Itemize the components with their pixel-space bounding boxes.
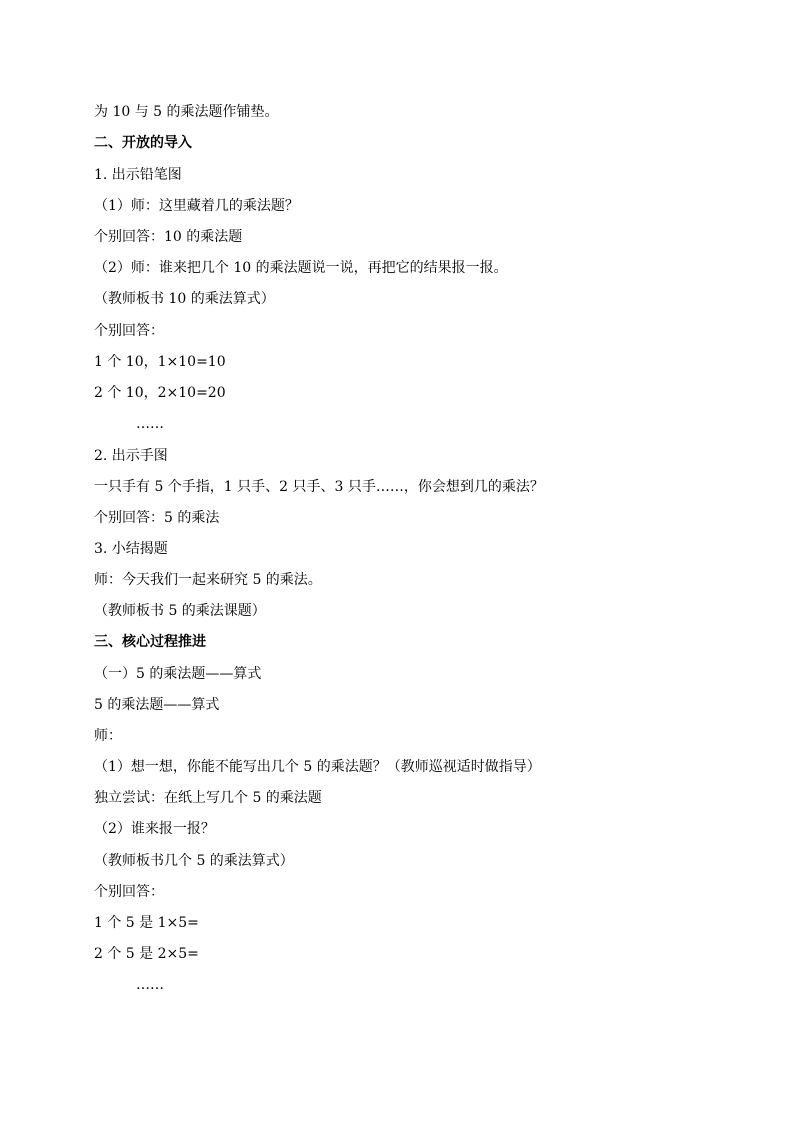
text-line: 5 的乘法题——算式 [94,697,220,713]
text-line: （2）谁来报一报？ [94,821,215,837]
ellipsis-line: …… [136,416,164,432]
text-line: 1. 出示铅笔图 [94,167,182,183]
text-line: 师： [94,728,122,744]
text-line: （2）师：谁来把几个 10 的乘法题说一说，再把它的结果报一报。 [94,260,508,276]
text-line: 个别回答：5 的乘法 [94,510,220,526]
text-line: 2 个 5 是 2×5= [94,946,199,962]
text-line: 1 个 10，1×10=10 [94,354,226,370]
text-line: （教师板书几个 5 的乘法算式） [94,853,294,869]
text-line: （1）想一想，你能不能写出几个 5 的乘法题？（教师巡视适时做指导） [94,759,541,775]
text-line: （教师板书 5 的乘法课题） [94,603,266,619]
text-line: 师：今天我们一起来研究 5 的乘法。 [94,572,322,588]
text-line: 一只手有 5 个手指，1 只手、2 只手、3 只手……，你会想到几的乘法？ [94,479,544,495]
text-line: 2 个 10，2×10=20 [94,385,226,401]
section-heading: 三、核心过程推进 [94,634,206,650]
text-line: （教师板书 10 的乘法算式） [94,291,275,307]
text-line: 2. 出示手图 [94,448,168,464]
text-line: 1 个 5 是 1×5= [94,915,199,931]
ellipsis-line: …… [136,977,164,993]
text-line: 个别回答： [94,884,164,900]
text-line: 个别回答：10 的乘法题 [94,229,243,245]
text-line: 为 10 与 5 的乘法题作铺垫。 [94,104,279,120]
text-line: （1）师：这里藏着几的乘法题？ [94,198,299,214]
section-heading: 二、开放的导入 [94,135,192,151]
text-line: （一）5 的乘法题——算式 [94,666,262,682]
text-line: 个别回答： [94,323,164,339]
text-line: 3. 小结揭题 [94,541,168,557]
text-line: 独立尝试：在纸上写几个 5 的乘法题 [94,790,322,806]
